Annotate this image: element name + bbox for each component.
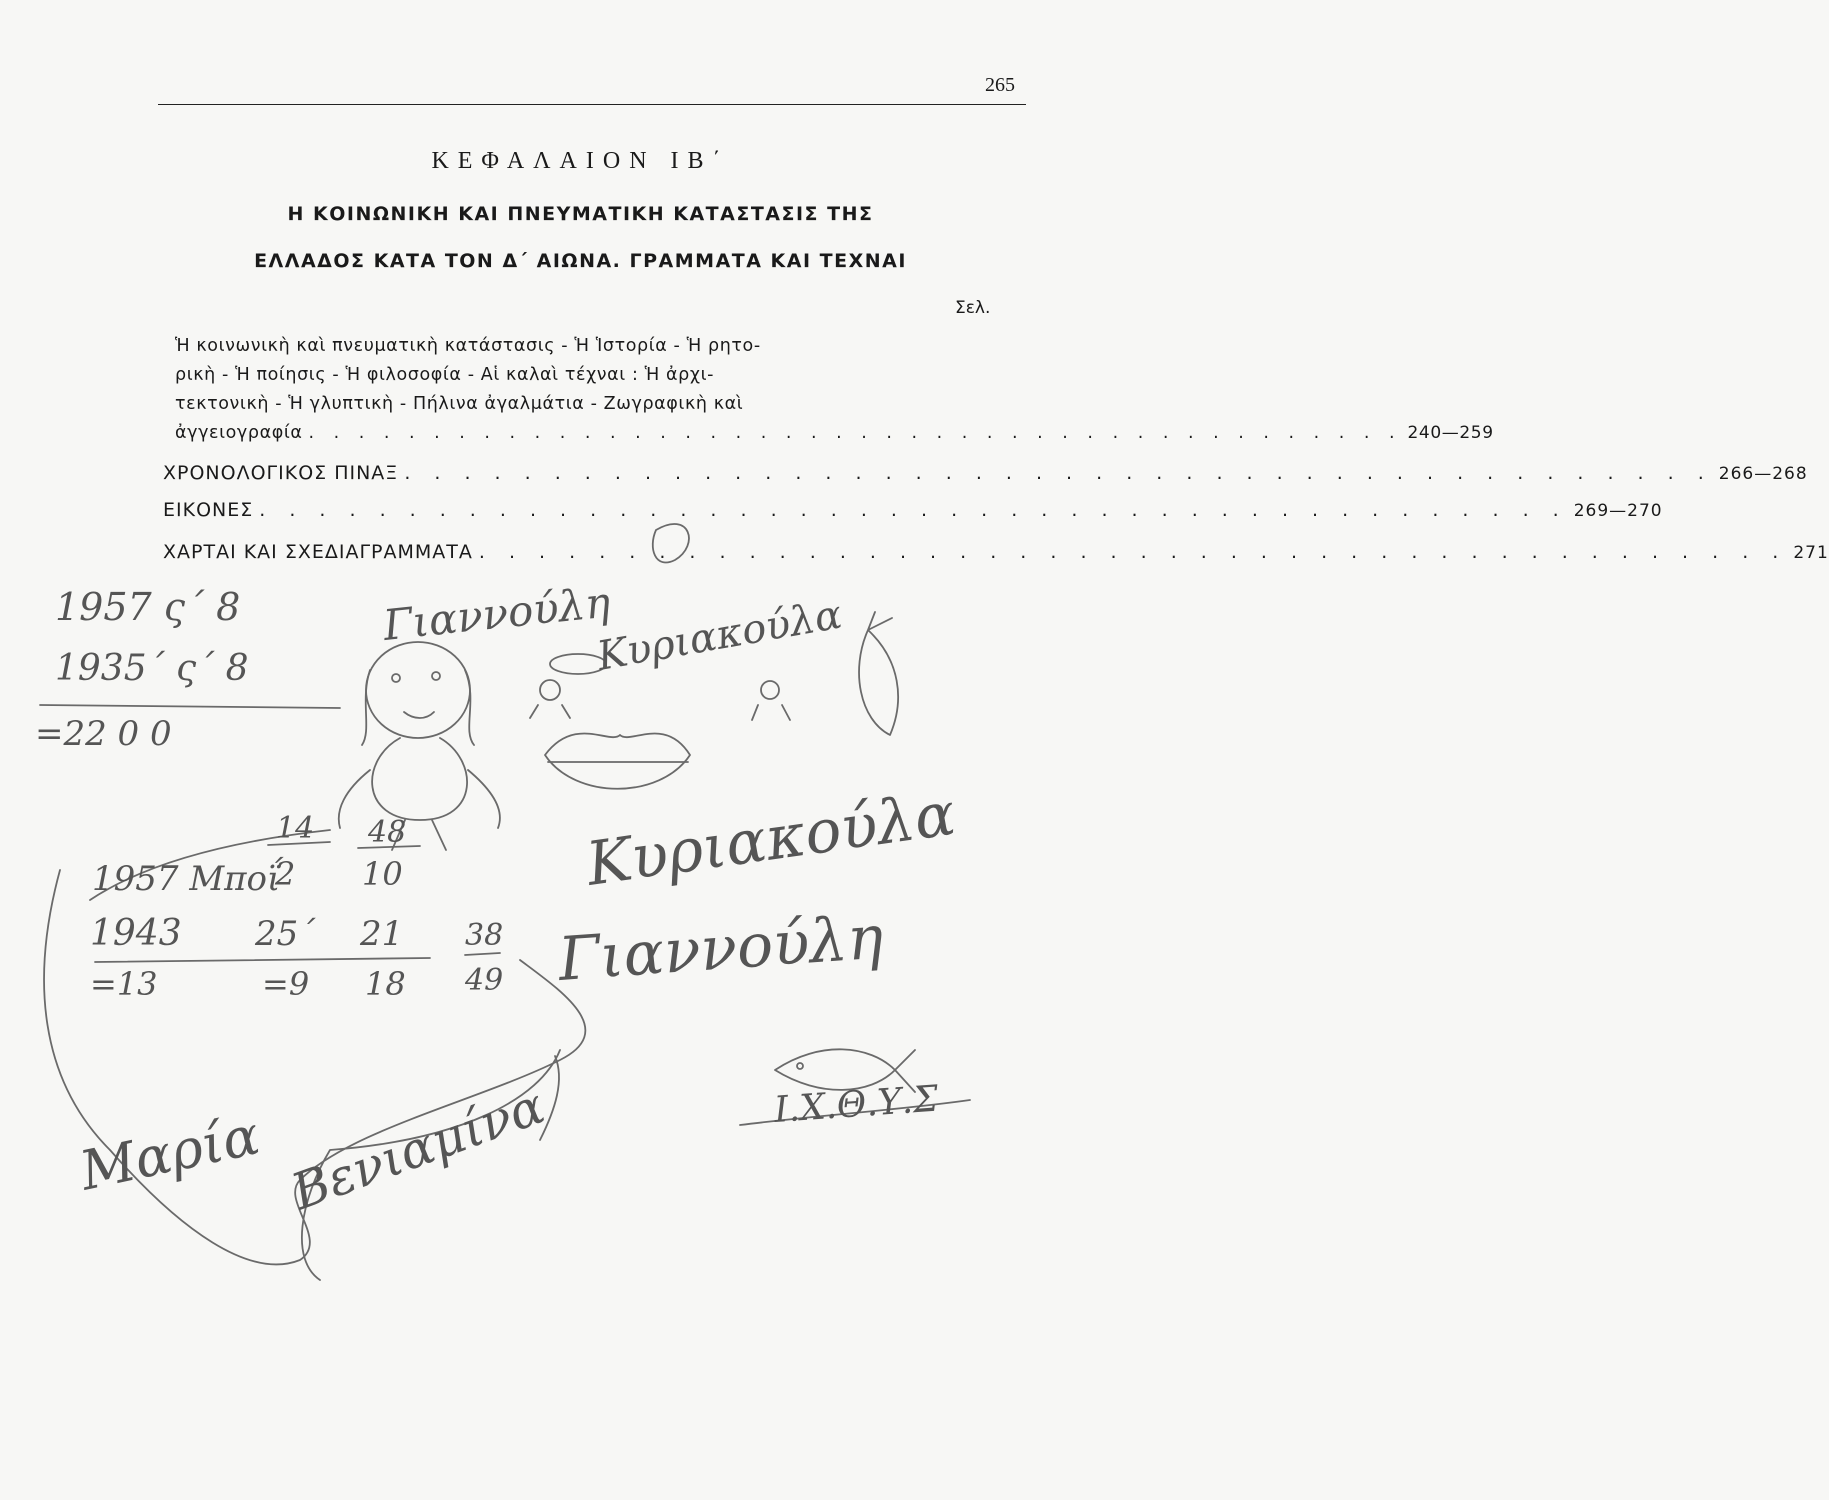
hand-calc-row: 1943 bbox=[90, 913, 182, 954]
hand-calc-row: 1957 ς΄ 8 bbox=[55, 585, 241, 629]
toc-entry-pages: 271 bbox=[1793, 543, 1829, 563]
summary-line: Ἡ κοινωνικὴ καὶ πνευματικὴ κατάστασις - Ἡ Ἱστορία - Ἡ ρητο- bbox=[175, 336, 761, 356]
summary-line: ρικὴ - Ἡ ποίησις - Ἡ φιλοσοφία - Αἱ καλαὶ τέχναι : Ἡ ἀρχι- bbox=[175, 365, 715, 385]
chapter-heading: ΚΕΦΑΛΑΙΟΝ ΙΒ΄ bbox=[431, 148, 730, 174]
hand-signature: Κυριακούλα bbox=[582, 778, 960, 900]
hand-fraction: 38 bbox=[465, 918, 504, 953]
hand-signature: Βενιαμίνα bbox=[284, 1076, 552, 1222]
fish-sketch bbox=[653, 524, 689, 563]
doodle-bug bbox=[540, 680, 560, 700]
doodle-face bbox=[366, 642, 470, 738]
doodle-bug bbox=[761, 681, 779, 699]
hand-signature: Γιαννούλη bbox=[380, 577, 613, 650]
hand-calc-result: =22 0 0 bbox=[35, 714, 172, 754]
summary-line: ἀγγειογραφία bbox=[175, 423, 303, 443]
chapter-title-line-2: ΕΛΛΑΔΟΣ ΚΑΤΑ ΤΟΝ Δ΄ ΑΙΩΝΑ. ΓΡΑΜΜΑΤΑ ΚΑΙ ΤΕΧΝΑΙ bbox=[254, 250, 907, 272]
calc-rule bbox=[465, 953, 500, 955]
hand-calc-result: 18 bbox=[365, 965, 406, 1003]
summary-pages: 240—259 bbox=[1407, 423, 1494, 443]
doodle-hair bbox=[362, 670, 474, 745]
hand-signature: Μαρία bbox=[74, 1103, 265, 1203]
hand-calc-result: =13 bbox=[90, 965, 158, 1003]
hand-calc-row: 21 bbox=[360, 914, 404, 954]
page-column-label: Σελ. bbox=[955, 298, 991, 318]
doodle-bug-legs bbox=[530, 705, 790, 720]
doodle-mouth bbox=[404, 712, 434, 718]
hand-calc-result: =9 bbox=[262, 965, 310, 1003]
calc-rule bbox=[95, 958, 430, 962]
hand-calc-row: 25΄ bbox=[255, 914, 316, 954]
hand-signature: Κυριακούλα bbox=[593, 591, 846, 680]
leader-dots: . . . . . . . . . . . . . . . . . . . . . . . . . . . . . . . . . . . . . . . . . . . . bbox=[259, 499, 1568, 521]
hand-fraction: 10 bbox=[362, 855, 403, 893]
calc-rule bbox=[40, 705, 340, 708]
fish-eye bbox=[797, 1063, 803, 1069]
doodle-body bbox=[372, 738, 467, 820]
toc-entry-label: ΕΙΚΟΝΕΣ bbox=[163, 499, 254, 521]
toc-entry-label: ΧΑΡΤΑΙ ΚΑΙ ΣΧΕΔΙΑΓΡΑΜΜΑΤΑ bbox=[163, 541, 473, 563]
hand-calc-row: 1935΄ ς΄ 8 bbox=[55, 648, 249, 689]
toc-entry-pages: 266—268 bbox=[1718, 464, 1808, 484]
fish-sketch bbox=[859, 612, 898, 735]
doodle-eye bbox=[392, 674, 400, 682]
hand-fraction: 2 bbox=[275, 855, 296, 893]
doodle-eye bbox=[432, 672, 440, 680]
toc-entry-label: ΧΡΟΝΟΛΟΓΙΚΟΣ ΠΙΝΑΞ bbox=[163, 462, 399, 484]
chapter-title-line-1: Η ΚΟΙΝΩΝΙΚΗ ΚΑΙ ΠΝΕΥΜΑΤΙΚΗ ΚΑΤΑΣΤΑΣΙΣ ΤΗΣ bbox=[287, 203, 874, 225]
toc-entry-pages: 269—270 bbox=[1573, 501, 1663, 521]
hand-signature: Ι.Χ.Θ.Υ.Σ bbox=[772, 1078, 940, 1131]
hand-signature: Γιαννούλη bbox=[556, 902, 886, 995]
hand-fraction: 49 bbox=[465, 963, 504, 998]
leader-dots: . . . . . . . . . . . . . . . . . . . . . . . . . . . . . . . . . . . . . . . . . . . . bbox=[308, 423, 1402, 443]
hand-fraction: 14 bbox=[276, 811, 315, 846]
summary-line: τεκτονικὴ - Ἡ γλυπτικὴ - Πήλινα ἀγαλμάτια - Ζωγραφικὴ καὶ bbox=[175, 394, 744, 414]
leader-dots: . . . . . . . . . . . . . . . . . . . . . . . . . . . . . . . . . . . . . . . . . . . . bbox=[478, 541, 1788, 563]
hand-calc-row: 1957 Μποΐ bbox=[92, 859, 281, 899]
leader-dots: . . . . . . . . . . . . . . . . . . . . . . . . . . . . . . . . . . . . . . . . . . . . bbox=[404, 462, 1713, 484]
page-number: 265 bbox=[985, 74, 1015, 96]
hand-fraction: 48 bbox=[368, 815, 407, 850]
